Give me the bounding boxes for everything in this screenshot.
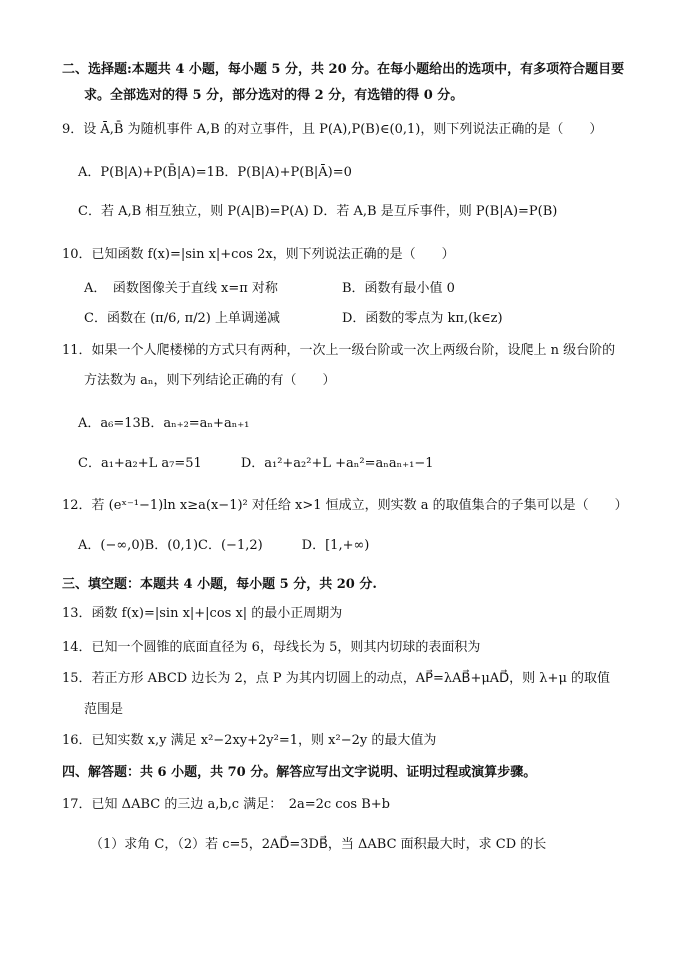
text-line-17: 16．已知实数 x,y 满足 x²−2xy+2y²=1，则 x²−2y 的最大值为 bbox=[62, 733, 437, 748]
text-line-12: 三、填空题：本题共 4 小题，每小题 5 分，共 20 分. bbox=[62, 577, 377, 592]
text-line-10: 12．若 (eˣ⁻¹−1)ln x≥a(x−1)² 对任给 x>1 恒成立，则实数 a 的取值集合的子集可以是（ ） bbox=[62, 498, 628, 513]
text-line-2: 9．设 Ā,B̄ 为随机事件 A,B 的对立事件，且 P(A),P(B)∈(0,1)，则下列说法正确的是（ ） bbox=[62, 122, 603, 137]
q10-option-2: C．函数在 (π/6, π/2) 上单调递减 bbox=[84, 311, 281, 326]
text-line-19: 17．已知 ΔABC 的三边 a,b,c 满足： 2a=2c cos B+b bbox=[62, 797, 390, 812]
text-line-1: 求。全部选对的得 5 分，部分选对的得 2 分，有选错的得 0 分。 bbox=[84, 88, 464, 103]
text-line-11: A．(−∞,0)B．(0,1)C．(−1,2) D．[1,+∞) bbox=[78, 538, 370, 553]
text-line-7: 方法数为 aₙ，则下列结论正确的有（ ） bbox=[84, 373, 336, 388]
text-line-4: C．若 A,B 相互独立，则 P(A|B)=P(A) D．若 A,B 是互斥事件，则 P(B|A)=P(B) bbox=[78, 204, 558, 219]
q10-option-0: A． 函数图像关于直线 x=π 对称 bbox=[84, 281, 278, 296]
text-line-6: 11．如果一个人爬楼梯的方式只有两种，一次上一级台阶或一次上两级台阶，设爬上 n 级台阶的 bbox=[62, 343, 616, 358]
q10-option-3: D．函数的零点为 kπ,(k∈z) bbox=[342, 311, 503, 326]
q10-option-1: B．函数有最小值 0 bbox=[342, 281, 455, 296]
text-line-9: C．a₁+a₂+L a₇=51 D．a₁²+a₂²+L +aₙ²=aₙaₙ₊₁−1 bbox=[78, 456, 434, 471]
text-line-5: 10．已知函数 f(x)=|sin x|+cos 2x，则下列说法正确的是（ ） bbox=[62, 247, 455, 262]
text-line-18: 四、解答题：共 6 小题，共 70 分。解答应写出文字说明、证明过程或演算步骤。 bbox=[62, 765, 537, 780]
text-line-13: 13．函数 f(x)=|sin x|+|cos x| 的最小正周期为 bbox=[62, 606, 343, 621]
text-line-16: 范围是 bbox=[84, 702, 124, 717]
text-line-8: A．a₆=13B．aₙ₊₂=aₙ+aₙ₊₁ bbox=[78, 416, 250, 431]
text-line-15: 15．若正方形 ABCD 边长为 2，点 P 为其内切圆上的动点，AP⃗=λAB⃗+μAD⃗，则 λ+μ 的取值 bbox=[62, 671, 611, 686]
text-line-20: （1）求角 C，（2）若 c=5，2AD⃗=3DB⃗，当 ΔABC 面积最大时，求 CD 的长 bbox=[90, 837, 547, 852]
text-line-14: 14．已知一个圆锥的底面直径为 6，母线长为 5，则其内切球的表面积为 bbox=[62, 640, 481, 655]
text-line-3: A．P(B|A)+P(B̄|A)=1B．P(B|A)+P(B|Ā)=0 bbox=[78, 165, 352, 180]
text-line-0: 二、选择题:本题共 4 小题，每小题 5 分，共 20 分。在每小题给出的选项中，有多项符合题目要 bbox=[62, 62, 625, 77]
